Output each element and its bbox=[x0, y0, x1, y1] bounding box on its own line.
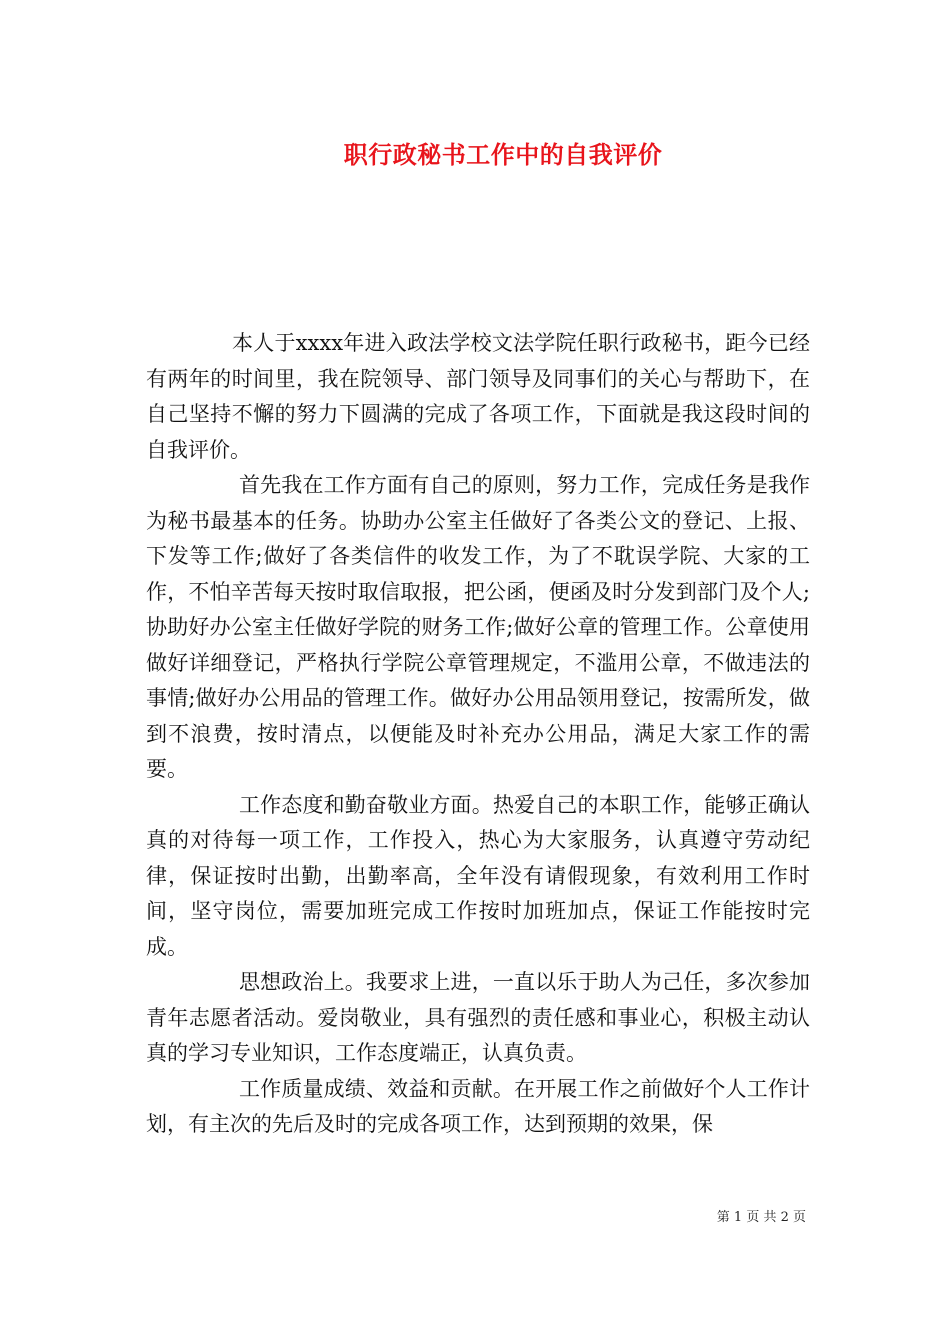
paragraph-work-attitude: 工作态度和勤奋敬业方面。热爱自己的本职工作，能够正确认真的对待每一项工作，工作投入，热心为大家服务，认真遵守劳动纪律，保证按时出勤，出勤率高，全年没有请假现象，有效利用工作时间，坚守岗位，需要加班完成工作按时加班加点，保证工作能按时完成。 bbox=[146, 792, 810, 959]
page-number-footer: 第 1 页 共 2 页 bbox=[716, 1210, 806, 1225]
document-body bbox=[146, 326, 810, 1143]
document-title: 职行政秘书工作中的自我评价 bbox=[343, 140, 663, 169]
paragraph-political-thought: 思想政治上。我要求上进，一直以乐于助人为己任，多次参加青年志愿者活动。爱岗敬业，具有强烈的责任感和事业心，积极主动认真的学习专业知识，工作态度端正，认真负责。 bbox=[146, 970, 810, 1065]
paragraph-work-quality: 工作质量成绩、效益和贡献。在开展工作之前做好个人工作计划，有主次的先后及时的完成各项工作，达到预期的效果，保 bbox=[146, 1076, 810, 1136]
paragraph-work-principles: 首先我在工作方面有自己的原则，努力工作，完成任务是我作为秘书最基本的任务。协助办公室主任做好了各类公文的登记、上报、下发等工作;做好了各类信件的收发工作，为了不耽误学院、大家的工作，不怕辛苦每天按时取信取报，把公函，便函及时分发到部门及个人;协助好办公室主任做好学院的财务工作;做好公章的管理工作。公章使用做好详细登记，严格执行学院公章管理规定，不滥用公章，不做违法的事情;做好办公用品的管理工作。做好办公用品领用登记，按需所发，做到不浪费，按时清点，以便能及时补充办公用品，满足大家工作的需要。 bbox=[146, 473, 810, 781]
paragraph-intro: 本人于xxxx年进入政法学校文法学院任职行政秘书，距今已经有两年的时间里，我在院领导、部门领导及同事们的关心与帮助下，在自己坚持不懈的努力下圆满的完成了各项工作，下面就是我这段时间的自我评价。 bbox=[146, 331, 810, 462]
